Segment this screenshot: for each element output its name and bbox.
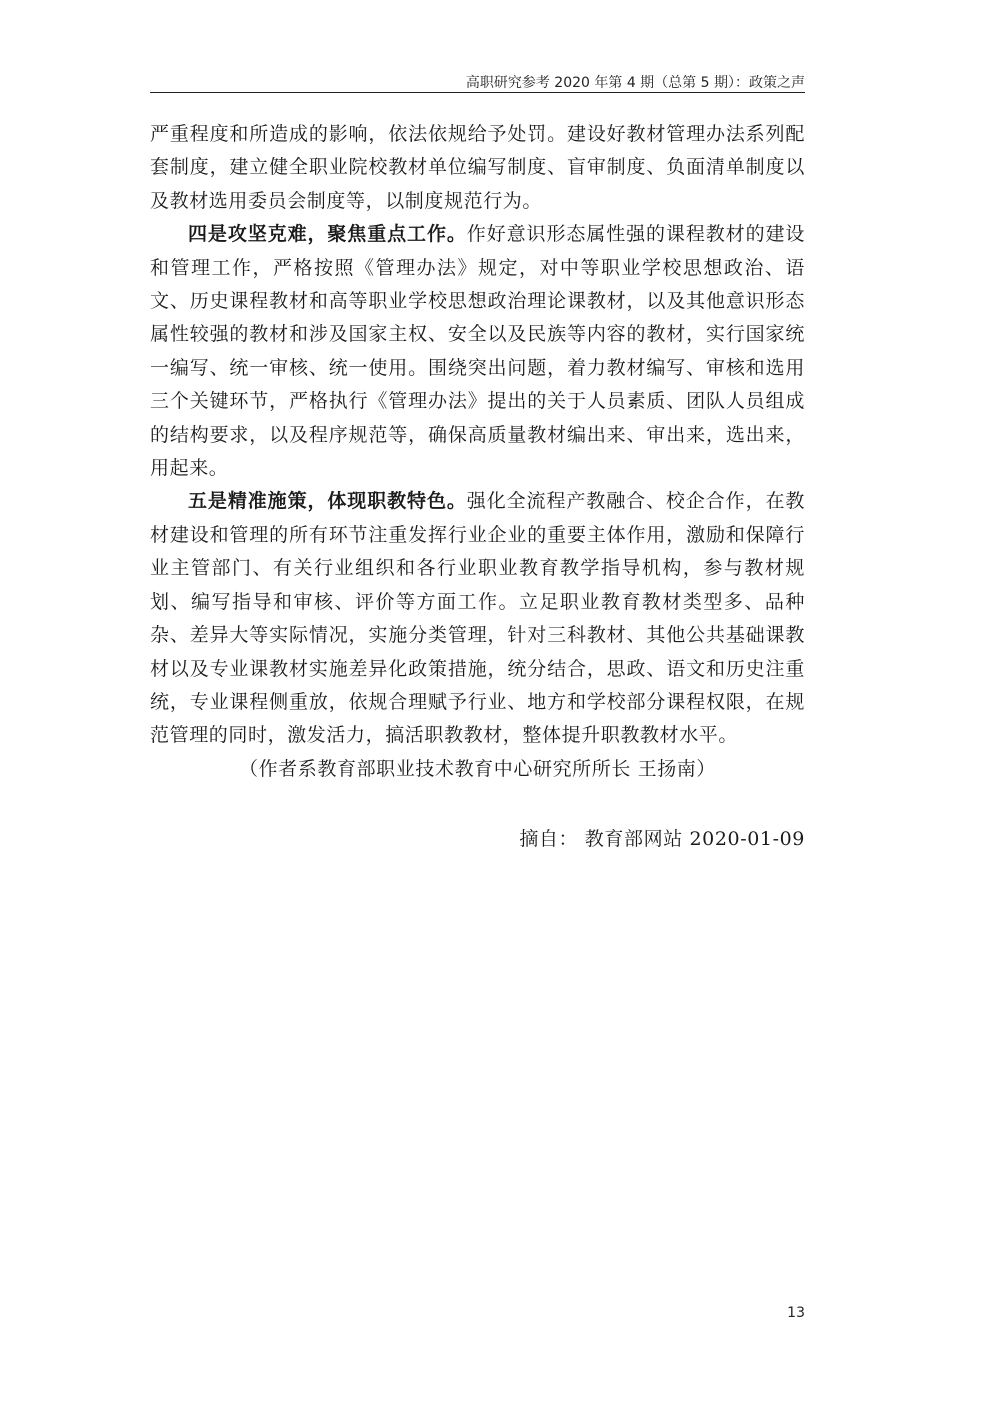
- page-header: [150, 70, 805, 93]
- running-title: 高职研究参考 2020 年第 4 期（总第 5 期）：政策之声: [465, 75, 805, 91]
- paragraph-text: 强化全流程产教融合、校企合作，在教材建设和管理的所有环节注重发挥行业企业的重要主体作用，激励和保障行业主管部门、有关行业组织和各行业职业教育教学指导机构，参与教材规划、编写指导和审核、评价等方面工作。立足职业教育教材类型多、品种杂、差异大等实际情况，实施分类管理，针对三科教材、其他公共基础课教材以及专业课教材实施差异化政策措施，统分结合，思政、语文和历史注重统，专业课程侧重放，依规合理赋予行业、地方和学校部分课程权限，在规范管理的同时，激发活力，搞活职教教材，整体提升职教教材水平。: [150, 490, 806, 747]
- paragraph-continuation: [150, 118, 805, 218]
- page-number: 13: [787, 1305, 805, 1321]
- paragraph-point-four: [150, 218, 805, 485]
- paragraph-lead: 五是精准施策，体现职教特色。: [188, 490, 467, 513]
- paragraph-lead: 四是攻坚克难，聚焦重点工作。: [188, 223, 467, 246]
- paragraph-point-five: [150, 485, 805, 752]
- paragraph-text: 作好意识形态属性强的课程教材的建设和管理工作，严格按照《管理办法》规定，对中等职业学校思想政治、语文、历史课程教材和高等职业学校思想政治理论课教材，以及其他意识形态属性较强的教材和涉及国家主权、安全以及民族等内容的教材，实行国家统一编写、统一审核、统一使用。围绕突出问题，着力教材编写、审核和选用三个关键环节，严格执行《管理办法》提出的关于人员素质、团队人员组成的结构要求，以及程序规范等，确保高质量教材编出来、审出来，选出来，用起来。: [150, 223, 806, 480]
- source-citation: 摘自： 教育部网站 2020-01-09: [519, 828, 805, 850]
- author-note: （作者系教育部职业技术教育中心研究所所长 王扬南）: [238, 757, 717, 780]
- paragraph-text: 严重程度和所造成的影响，依法依规给予处罚。建设好教材管理办法系列配套制度，建立健全职业院校教材单位编写制度、盲审制度、负面清单制度以及教材选用委员会制度等，以制度规范行为。: [150, 123, 805, 212]
- article-body: [150, 118, 805, 786]
